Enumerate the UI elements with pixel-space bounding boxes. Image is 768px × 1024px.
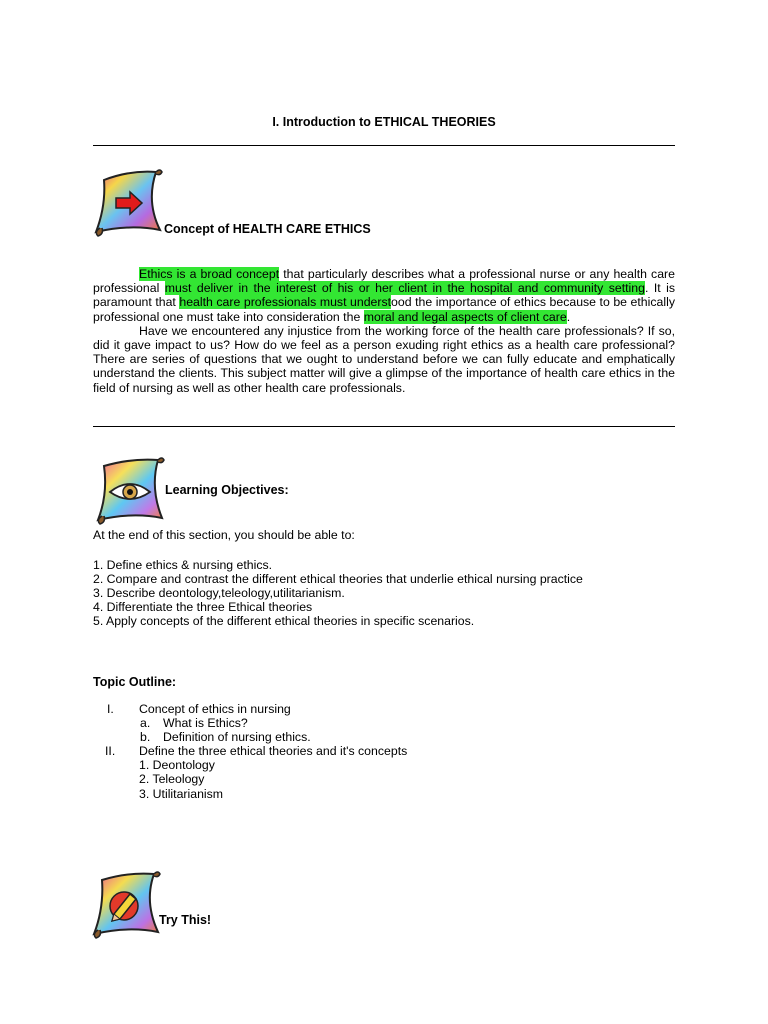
- outline-text: Concept of ethics in nursing: [139, 702, 291, 716]
- paragraph-text: . It is paramount that: [93, 281, 675, 310]
- eye-icon: [92, 456, 166, 526]
- outline-row: [93, 716, 675, 730]
- arrow-icon: [90, 168, 164, 238]
- list-item: 5. Apply concepts of the different ethical theories in specific scenarios.: [93, 614, 475, 629]
- list-item: 3. Describe deontology,teleology,utilitarianism.: [93, 586, 345, 601]
- outline-text: Define the three ethical theories and it's concepts: [139, 744, 408, 759]
- concept-paragraph-1: [93, 267, 675, 324]
- list-item: 1. Define ethics & nursing ethics.: [93, 558, 273, 572]
- section-heading-try-this: Try This!: [159, 913, 212, 927]
- highlighted-text: moral and legal aspects of client care: [363, 309, 567, 324]
- highlighted-text: Ethics is a broad concept: [139, 267, 280, 281]
- objectives-list: [93, 558, 583, 628]
- outline-number: a.: [140, 716, 151, 731]
- outline-text: 3. Utilitarianism: [139, 786, 224, 801]
- paragraph-text: that particularly describes what a professional nurse or any health care professional: [93, 267, 675, 296]
- paragraph-text: ood the importance of ethics: [391, 295, 546, 310]
- highlighted-text: health care professionals must underst: [179, 295, 392, 310]
- outline-row: [93, 787, 675, 801]
- outline-number: I.: [107, 702, 114, 716]
- divider: [93, 145, 675, 146]
- section-heading-concept: Concept of HEALTH CARE ETHICS: [164, 222, 371, 236]
- outline-text: 1. Deontology: [139, 758, 215, 773]
- divider: [93, 426, 675, 427]
- paragraph-text: .: [566, 309, 571, 324]
- outline-text: 2. Teleology: [139, 772, 205, 787]
- outline-number: b.: [140, 730, 151, 745]
- topic-outline: [93, 702, 675, 801]
- outline-row: [93, 772, 675, 786]
- highlighted-text: must deliver in the interest of his or her client in the hospital and community setting: [164, 281, 645, 296]
- page-title: I. Introduction to ETHICAL THEORIES: [272, 115, 496, 129]
- outline-row: [93, 744, 675, 758]
- outline-row: [93, 758, 675, 772]
- objectives-intro: At the end of this section, you should be able to:: [93, 528, 355, 542]
- pencil-icon: [88, 870, 162, 940]
- outline-row: [93, 730, 675, 744]
- outline-text: What is Ethics?: [163, 716, 248, 731]
- outline-row: [93, 702, 675, 716]
- concept-paragraph-2: Have we encountered any injustice from the working force of the health care professionals? If so, did it gave impact to us? How do we feel as a person exuding right ethics as a health care professional? There are series of questions that we ought to understand before we can fully educate and emphatically understand the clients. This subject matter will give a glimpse of the importance of health care ethics in the field of nursing as well as other health care professionals.: [93, 323, 675, 395]
- paragraph-text: because to be ethically professional one must take into consideration the: [93, 295, 675, 324]
- section-heading-objectives: Learning Objectives:: [165, 483, 289, 497]
- outline-number: II.: [105, 744, 116, 759]
- concept-body: [93, 267, 675, 395]
- list-item: 2. Compare and contrast the different ethical theories that underlie ethical nursing practice: [93, 572, 583, 587]
- list-item: 4. Differentiate the three Ethical theories: [93, 600, 313, 615]
- section-heading-outline: Topic Outline:: [93, 675, 177, 689]
- outline-text: Definition of nursing ethics.: [163, 730, 311, 745]
